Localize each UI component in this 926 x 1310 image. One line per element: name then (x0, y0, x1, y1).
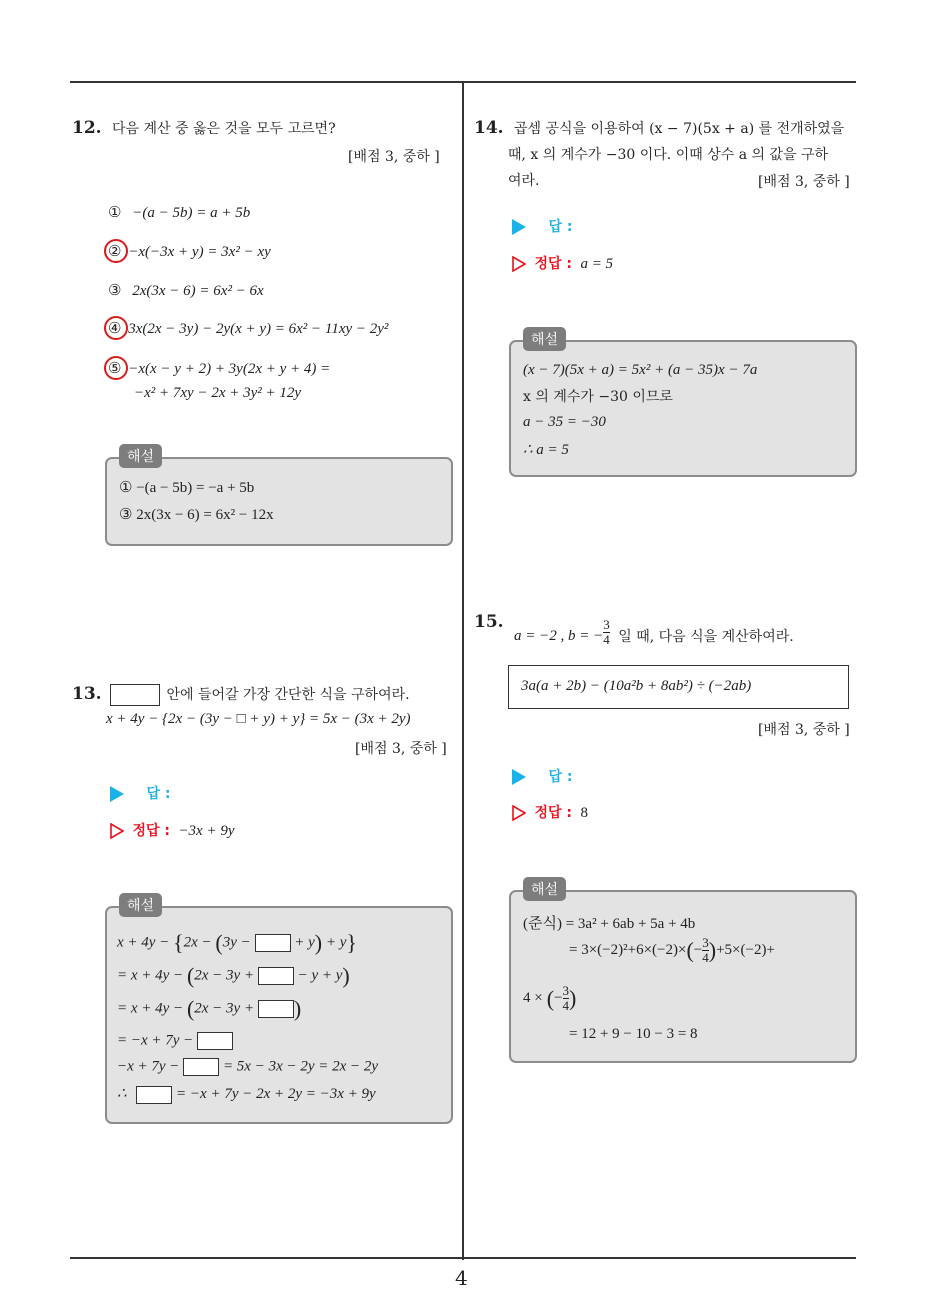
q13-answer-row[interactable]: 답 : (110, 783, 170, 803)
solution-tag: 해설 (119, 893, 162, 917)
blank-box (258, 967, 294, 985)
selected-circle-mark (104, 316, 128, 340)
blank-box (110, 684, 160, 706)
q12-option-5-continued: −x² + 7xy − 2x + 3y² + 12y (134, 385, 302, 401)
solution-line: (준식) = 3a² + 6ab + 5a + 4b (523, 916, 696, 932)
q12-option-1[interactable]: ① −(a − 5b) = a + 5b (108, 203, 251, 221)
selected-circle-mark (104, 239, 128, 263)
solution-line: ① −(a − 5b) = −a + 5b (119, 480, 255, 496)
question-text: 때, x 의 계수가 −30 이다. 이때 상수 a 의 값을 구하 (508, 147, 829, 163)
play-triangle-icon (512, 769, 526, 785)
solution-line: −x + 7y − = 5x − 3x − 2y = 2x − 2y (117, 1058, 379, 1075)
q14-answer-row[interactable]: 답 : (512, 216, 572, 236)
q15-expression-box: 3a(a + 2b) − (10a²b + 8ab²) ÷ (−2ab) (508, 665, 849, 709)
question-text: 안에 들어갈 가장 간단한 식을 구하여라. (166, 687, 410, 703)
solution-tag: 해설 (523, 877, 566, 901)
solution-line: x + 4y − {2x − (3y − + y) + y} (117, 930, 357, 955)
q14-solution-box (509, 340, 857, 477)
fraction: $\frac{3}{4}$ (562, 983, 570, 1013)
solution-line: ∴ a = 5 (523, 442, 569, 458)
blank-box (255, 934, 291, 952)
blank-box (197, 1032, 233, 1050)
solution-line: ③ 2x(3x − 6) = 6x² − 12x (119, 507, 274, 523)
blank-box (183, 1058, 219, 1076)
selected-circle-mark (104, 356, 128, 380)
column-divider (462, 82, 464, 1260)
question-15: 15. a = −2 , b = − $\frac{3}{4}$ 일 때, 다음 식을 계산하여라. (474, 612, 794, 647)
solution-tag: 해설 (523, 327, 566, 351)
play-triangle-icon (512, 219, 526, 235)
solution-line: (x − 7)(5x + a) = 5x² + (a − 35)x − 7a (523, 362, 758, 378)
question-number: 15. (474, 612, 504, 632)
question-12 (72, 116, 336, 142)
page-number: 4 (455, 1266, 468, 1290)
question-text: 다음 계산 중 옳은 것을 모두 고르면? (112, 121, 336, 137)
solution-line: = 3×(−2)²+6×(−2)×(− $\frac{3}{4}$ )+5×(−2)+ (569, 935, 775, 965)
solution-line: = x + 4y − (2x − 3y + ) (117, 996, 302, 1021)
outline-triangle-icon (512, 256, 526, 272)
q12-solution-box (105, 457, 453, 546)
q13-score: [배점 3, 중하 ] (355, 741, 447, 757)
q13-equation: x + 4y − {2x − (3y − □ + y) + y} = 5x − (3x + 2y) (106, 711, 411, 727)
q15-answer-row[interactable]: 답 : (512, 766, 572, 786)
solution-line: 4 × (− $\frac{3}{4}$ ) (523, 983, 577, 1013)
outline-triangle-icon (110, 823, 124, 839)
blank-box (258, 1000, 294, 1018)
question-number: 14. (474, 118, 504, 138)
q12-score: [배점 3, 중하 ] (348, 149, 440, 165)
question-number: 12. (72, 118, 102, 138)
q15-correct-row: 정답 : 8 (512, 802, 588, 822)
question-14 (474, 116, 844, 142)
question-13 (72, 682, 410, 708)
q13-solution-box (105, 906, 453, 1124)
q13-correct-row: 정답 : −3x + 9y (110, 820, 235, 840)
solution-line: = 12 + 9 − 10 − 3 = 8 (569, 1026, 698, 1042)
q12-option-5[interactable]: ⑤ −x(x − y + 2) + 3y(2x + y + 4) = (108, 359, 331, 377)
outline-triangle-icon (512, 805, 526, 821)
q12-option-4[interactable]: ④ 3x(2x − 3y) − 2y(x + y) = 6x² − 11xy − 2y² (108, 319, 389, 337)
q15-solution-box (509, 890, 857, 1063)
q15-score: [배점 3, 중하 ] (758, 722, 850, 738)
q14-correct-row: 정답 : a = 5 (512, 253, 613, 273)
solution-line: a − 35 = −30 (523, 414, 606, 430)
solution-tag: 해설 (119, 444, 162, 468)
q14-score: [배점 3, 중하 ] (758, 174, 850, 190)
play-triangle-icon (110, 786, 124, 802)
fraction: $\frac{3}{4}$ (702, 935, 709, 965)
solution-line: = −x + 7y − (117, 1032, 233, 1050)
fraction: $\frac{3}{4}$ (603, 617, 610, 647)
q12-option-3[interactable]: ③ 2x(3x − 6) = 6x² − 6x (108, 281, 264, 299)
solution-line: x 의 계수가 −30 이므로 (523, 389, 673, 405)
solution-line: = x + 4y − (2x − 3y + − y + y) (117, 963, 350, 988)
bottom-rule (70, 1257, 856, 1259)
solution-line: ∴ = −x + 7y − 2x + 2y = −3x + 9y (117, 1086, 376, 1102)
blank-box (136, 1086, 172, 1104)
question-text: 곱셈 공식을 이용하여 (x − 7)(5x + a) 를 전개하였을 (514, 121, 845, 137)
question-number: 13. (72, 684, 102, 704)
question-text: 여라. (508, 173, 540, 189)
q12-option-2[interactable]: ② −x(−3x + y) = 3x² − xy (108, 242, 271, 260)
